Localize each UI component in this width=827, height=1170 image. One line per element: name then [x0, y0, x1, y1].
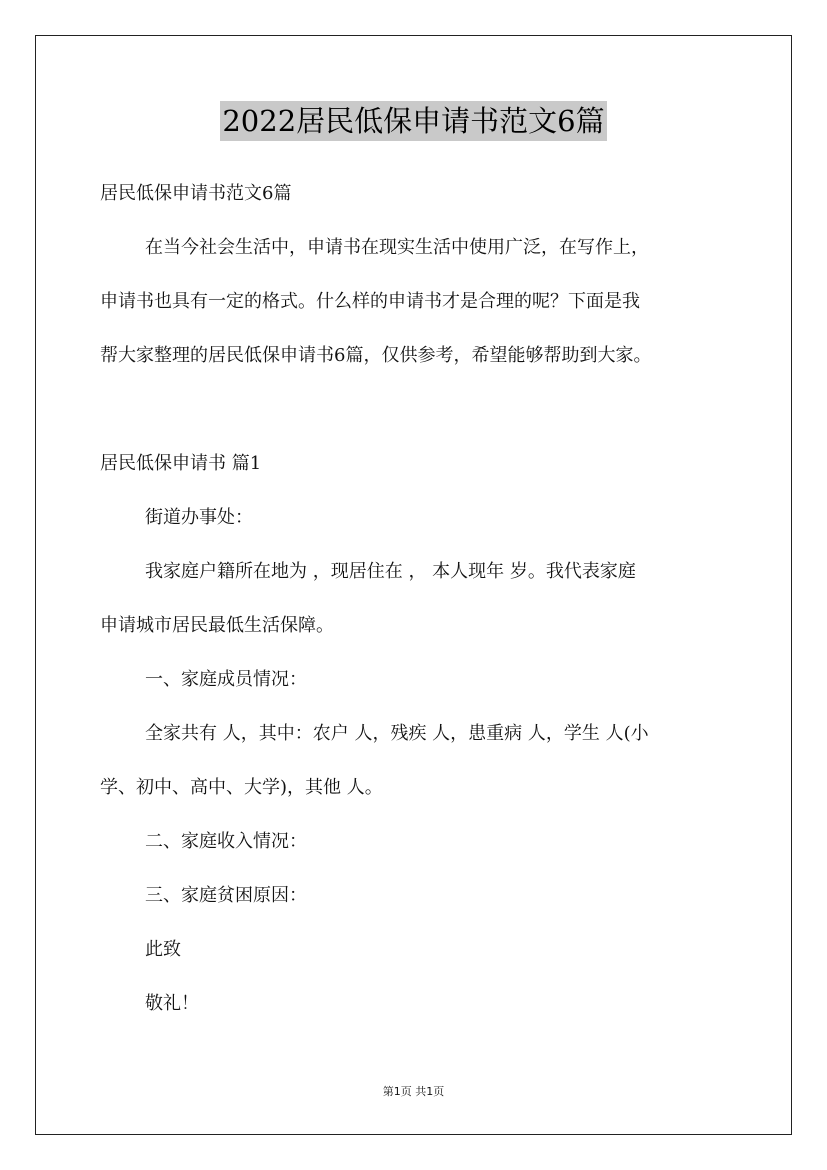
body-line-5: 学、初中、高中、大学)，其他 人。: [100, 777, 383, 798]
intro-line-3: 帮大家整理的居民低保申请书6篇，仅供参考，希望能够帮助到大家。: [100, 345, 652, 366]
body-line-4: 全家共有 人，其中：农户 人，残疾 人，患重病 人，学生 人(小: [145, 723, 649, 744]
body-line-6: 二、家庭收入情况：: [145, 831, 307, 852]
document-title: 2022居民低保申请书范文6篇: [220, 101, 606, 141]
intro-line-2: 申请书也具有一定的格式。什么样的申请书才是合理的呢？下面是我: [100, 291, 640, 312]
salutation: 街道办事处：: [145, 507, 253, 528]
page-footer: 第1页 共1页: [382, 1085, 445, 1098]
closing-line-1: 此致: [145, 939, 181, 960]
body-line-7: 三、家庭贫困原因：: [145, 885, 307, 906]
title-container: [0, 101, 827, 141]
intro-line-1: 在当今社会生活中，申请书在现实生活中使用广泛，在写作上，: [145, 237, 649, 258]
body-line-3: 一、家庭成员情况：: [145, 669, 307, 690]
body-line-2: 申请城市居民最低生活保障。: [100, 615, 334, 636]
body-line-1: 我家庭户籍所在地为 ，现居住在 ， 本人现年 岁。我代表家庭: [145, 561, 636, 582]
section-heading: 居民低保申请书 篇1: [100, 453, 262, 474]
document-subtitle: 居民低保申请书范文6篇: [100, 183, 292, 204]
closing-line-2: 敬礼！: [145, 993, 199, 1014]
